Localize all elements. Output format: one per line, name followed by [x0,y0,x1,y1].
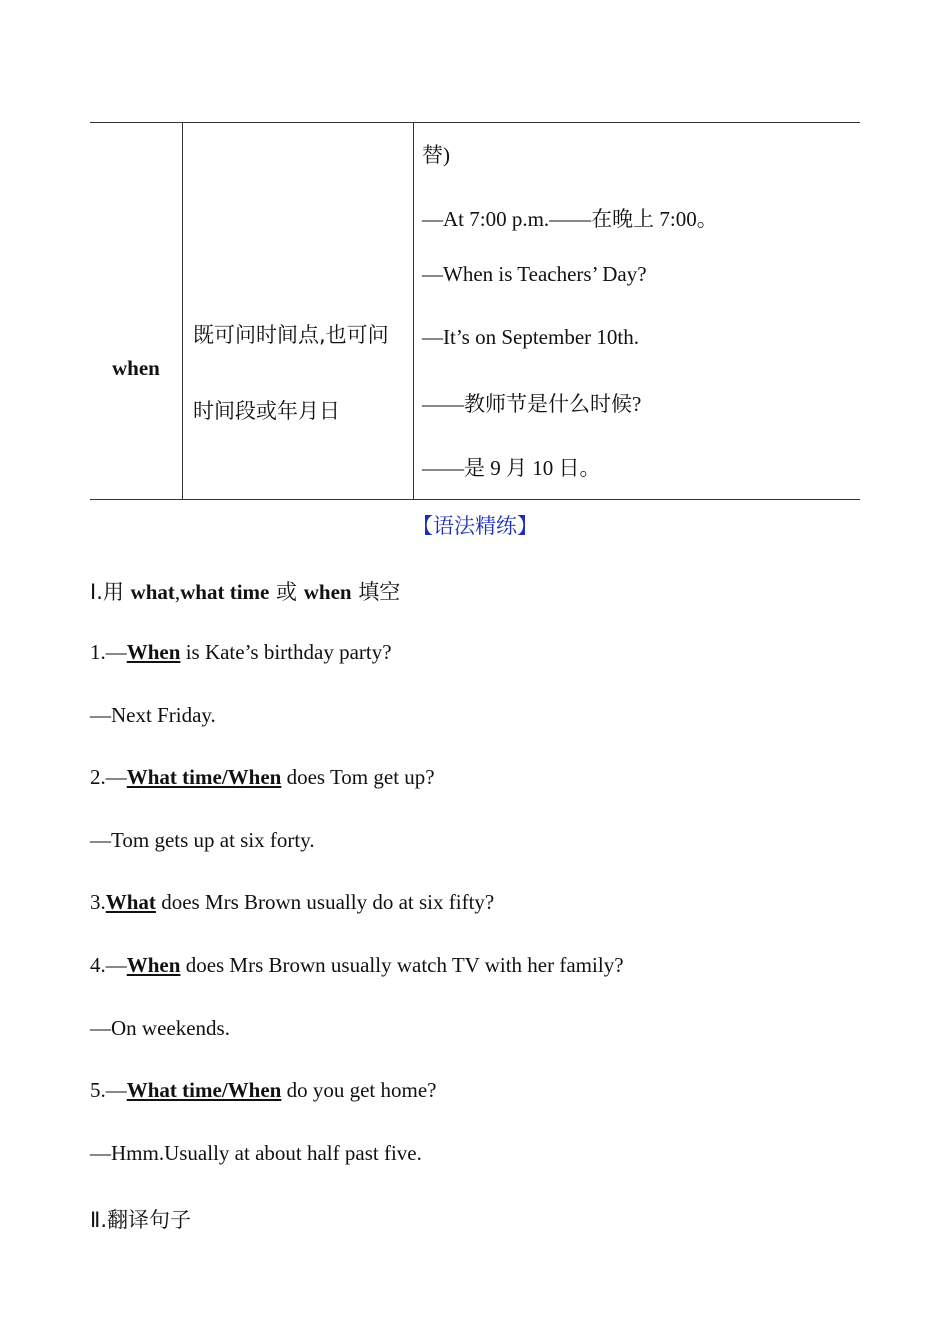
example-line: 替) [422,143,450,167]
answer-text: When [126,640,181,664]
answer-text: What time/When [126,765,282,789]
exercise-reply-1: —Next Friday. [90,703,216,727]
example-line: —At 7:00 p.m.——在晚上 7:00。 [422,207,718,231]
part2-title: Ⅱ.翻译句子 [90,1208,192,1232]
exercise-item-4: 4.—When does Mrs Brown usually watch TV with her family? [90,953,624,977]
exercise-reply-4: —On weekends. [90,1016,230,1040]
table-example-column [414,123,860,499]
answer-text: What [105,890,156,914]
exercise-reply-2: —Tom gets up at six forty. [90,828,315,852]
exercise-item-5: 5.—What time/When do you get home? [90,1078,437,1102]
table-usage-column [183,123,414,499]
usage-line-1: 既可问时间点,也可问 [193,323,389,347]
answer-text: When [126,953,181,977]
example-line: ——教师节是什么时候? [422,392,642,416]
example-line: ——是 9 月 10 日。 [422,456,601,480]
table-word: when [112,356,160,380]
grammar-table [90,122,860,500]
example-line: —When is Teachers’ Day? [422,262,647,286]
usage-line-2: 时间段或年月日 [193,399,340,423]
example-line: —It’s on September 10th. [422,325,639,349]
exercise-item-3: 3.What does Mrs Brown usually do at six fifty? [90,890,495,914]
exercise-reply-5: —Hmm.Usually at about half past five. [90,1141,422,1165]
exercise-item-2: 2.—What time/When does Tom get up? [90,765,435,789]
part1-title: Ⅰ.用 what,what time 或 when 填空 [90,580,401,604]
answer-text: What time/When [126,1078,282,1102]
table-word-column [90,123,183,499]
exercise-item-1: 1.—When is Kate’s birthday party? [90,640,392,664]
section-heading: 【语法精练】 [412,514,538,538]
